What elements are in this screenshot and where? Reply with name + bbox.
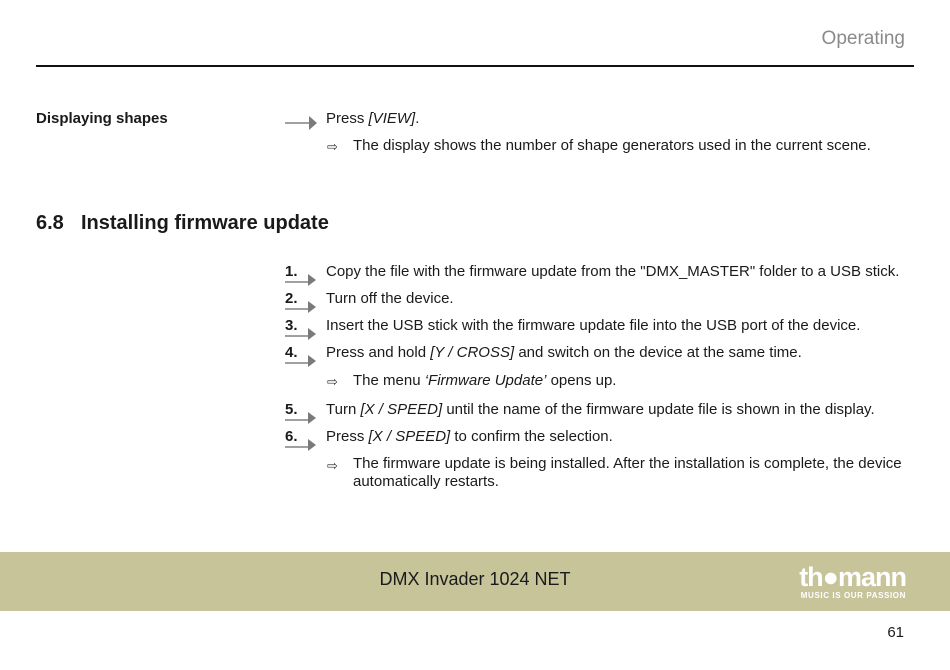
brand-tagline: MUSIC IS OUR PASSION <box>800 591 906 600</box>
shapes-step: Press [VIEW]. <box>326 110 420 127</box>
header-rule <box>36 65 914 67</box>
step-6-result-line1: The firmware update is being installed. After the installation is complete, the device <box>353 455 902 472</box>
result-arrow-icon: ⇨ <box>327 139 338 154</box>
step-6-text: Press [X / SPEED] to confirm the selection. <box>326 428 613 445</box>
result-arrow-icon: ⇨ <box>327 458 338 473</box>
step-3-text: Insert the USB stick with the firmware update file into the USB port of the device. <box>326 317 861 334</box>
brand-logo <box>799 563 906 601</box>
brand-wordmark: th●mann <box>799 562 906 592</box>
step-2-text: Turn off the device. <box>326 290 454 307</box>
step-number-4: 4. <box>285 346 317 366</box>
section-header: Operating <box>821 28 905 49</box>
step-4-text: Press and hold [Y / CROSS] and switch on the device at the same time. <box>326 344 802 361</box>
side-label-displaying-shapes: Displaying shapes <box>36 110 168 127</box>
step-number-2: 2. <box>285 292 317 312</box>
result-arrow-icon: ⇨ <box>327 374 338 389</box>
step-number-3: 3. <box>285 319 317 339</box>
step-1-text: Copy the file with the firmware update from the "DMX_MASTER" folder to a USB stick. <box>326 263 900 280</box>
step-number-6: 6. <box>285 430 317 450</box>
page-number: 61 <box>887 624 904 641</box>
shapes-result: The display shows the number of shape generators used in the current scene. <box>353 137 871 154</box>
step-4-result: The menu ‘Firmware Update’ opens up. <box>353 372 617 389</box>
step-6-result-line2: automatically restarts. <box>353 473 499 490</box>
arrow-right-icon <box>285 111 317 125</box>
step-number-1: 1. <box>285 265 317 285</box>
section-title: 6.8 Installing firmware update <box>36 212 329 234</box>
step-5-text: Turn [X / SPEED] until the name of the firmware update file is shown in the display. <box>326 401 875 418</box>
footer-product-title: DMX Invader 1024 NET <box>379 569 571 589</box>
step-number-5: 5. <box>285 403 317 423</box>
